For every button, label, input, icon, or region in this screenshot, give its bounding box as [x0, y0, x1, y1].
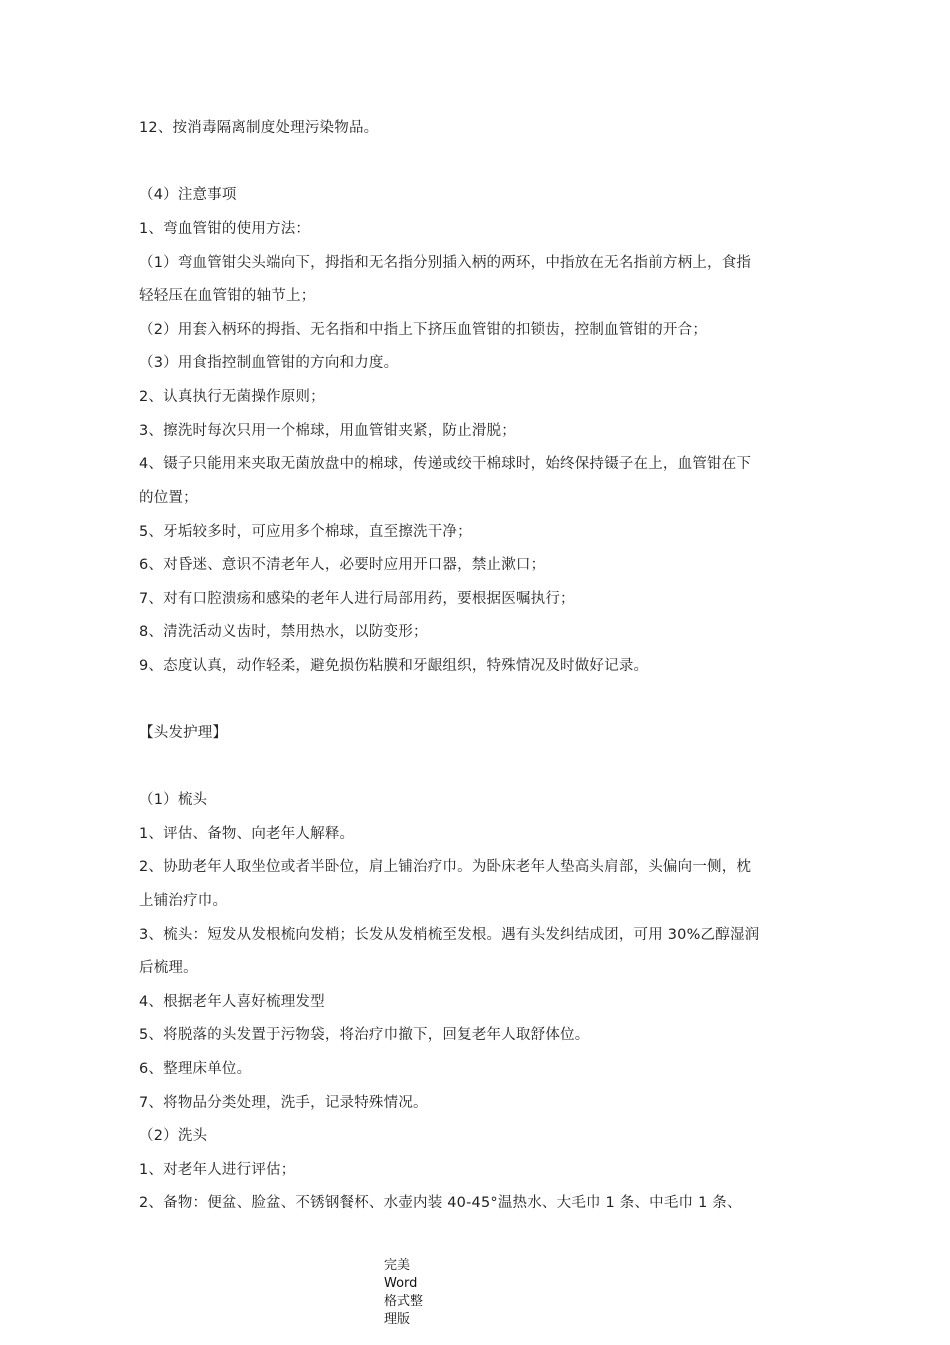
- text-line: 2、认真执行无菌操作原则；: [139, 389, 325, 405]
- text-line: 6、对昏迷、意识不清老年人，必要时应用开口器，禁止漱口；: [139, 557, 546, 573]
- text-line: 1、弯血管钳的使用方法：: [139, 221, 311, 237]
- text-line: 2、协助老年人取坐位或者半卧位，肩上铺治疗巾。为卧床老年人垫高头肩部，头偏向一侧，枕: [139, 859, 752, 875]
- text-line: 7、将物品分类处理，洗手，记录特殊情况。: [139, 1095, 428, 1111]
- text-line: 1、对老年人进行评估；: [139, 1162, 296, 1178]
- text-line: 后梳理。: [139, 960, 198, 976]
- text-line: （3）用食指控制血管钳的方向和力度。: [139, 355, 399, 371]
- text-line: （2）用套入柄环的拇指、无名指和中指上下挤压血管钳的扣锁齿，控制血管钳的开合；: [139, 322, 708, 338]
- text-line: （1）弯血管钳尖头端向下，拇指和无名指分别插入柄的两环，中指放在无名指前方柄上，食指: [139, 255, 752, 271]
- page-footer: [384, 1257, 444, 1329]
- text-line: 2、备物：便盆、脸盆、不锈钢餐杯、水壶内装 40-45°温热水、大毛巾 1 条、中毛巾 1 条、: [139, 1195, 742, 1211]
- text-line: 4、镊子只能用来夹取无菌放盘中的棉球，传递或绞干棉球时，始终保持镊子在上，血管钳在下: [139, 456, 752, 472]
- section-heading: （1）梳头: [139, 792, 208, 808]
- footer-line: 理版: [384, 1312, 411, 1327]
- text-line: 6、整理床单位。: [139, 1061, 252, 1077]
- section-heading: （4）注意事项: [139, 187, 237, 203]
- text-line: 12、按消毒隔离制度处理污染物品。: [139, 120, 379, 136]
- text-line: 3、梳头：短发从发根梳向发梢；长发从发梢梳至发根。遇有头发纠结成团，可用 30%乙醇湿润: [139, 927, 760, 943]
- text-line: 9、态度认真，动作轻柔，避免损伤粘膜和牙龈组织，特殊情况及时做好记录。: [139, 658, 649, 674]
- footer-line: Word: [384, 1276, 418, 1291]
- text-line: 5、牙垢较多时，可应用多个棉球，直至擦洗干净；: [139, 524, 472, 540]
- text-line: 轻轻压在血管钳的轴节上；: [139, 288, 316, 304]
- section-title: 【头发护理】: [139, 725, 228, 741]
- footer-line: 格式整: [384, 1294, 424, 1309]
- section-heading: （2）洗头: [139, 1128, 208, 1144]
- text-line: 7、对有口腔溃疡和感染的老年人进行局部用药，要根据医嘱执行；: [139, 591, 575, 607]
- footer-line: 完美: [384, 1258, 411, 1273]
- text-line: 1、评估、备物、向老年人解释。: [139, 826, 355, 842]
- text-line: 5、将脱落的头发置于污物袋，将治疗巾撤下，回复老年人取舒体位。: [139, 1027, 590, 1043]
- text-line: 4、根据老年人喜好梳理发型: [139, 994, 325, 1010]
- text-line: 3、擦洗时每次只用一个棉球，用血管钳夹紧，防止滑脱；: [139, 423, 516, 439]
- text-line: 的位置；: [139, 490, 198, 506]
- text-line: 上铺治疗巾。: [139, 893, 228, 909]
- text-line: 8、清洗活动义齿时，禁用热水，以防变形；: [139, 624, 428, 640]
